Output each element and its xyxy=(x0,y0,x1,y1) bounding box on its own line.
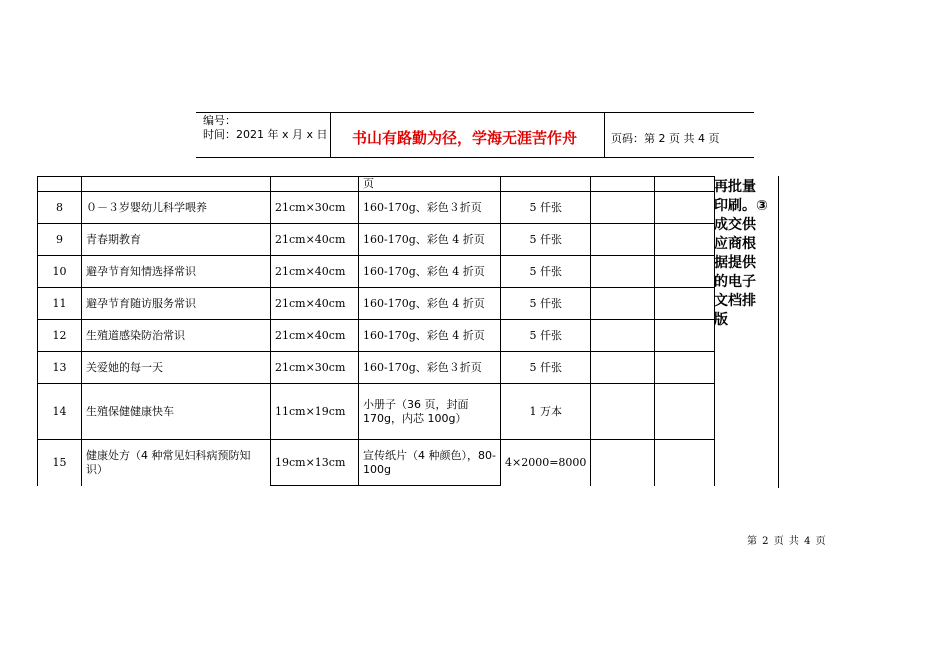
cell-empty xyxy=(591,192,655,224)
cell-empty xyxy=(655,288,715,320)
cell-empty xyxy=(591,177,655,192)
cell-no: 10 xyxy=(38,256,82,288)
cell-no: 12 xyxy=(38,320,82,352)
table-row xyxy=(38,440,715,486)
side-column-border xyxy=(778,176,779,488)
cell-name: 避孕节育知情选择常识 xyxy=(82,256,271,288)
cell-empty xyxy=(591,256,655,288)
cell-name: 健康处方（4 种常见妇科病预防知识） xyxy=(82,440,271,486)
time-label: 时间：2021 年 x 月 x 日 xyxy=(203,128,328,141)
table-row xyxy=(38,320,715,352)
cell-spec: 160-170g、彩色 4 折页 xyxy=(359,256,501,288)
side-note: 再批量印刷。③成交供应商根据提供的电子文档排版 xyxy=(714,179,768,328)
cell-empty xyxy=(655,440,715,486)
cell-spec: 页 xyxy=(359,177,501,192)
cell-empty xyxy=(591,352,655,384)
cell-size: 21cm×30cm xyxy=(271,352,359,384)
cell-no: 8 xyxy=(38,192,82,224)
cell-size: 21cm×40cm xyxy=(271,224,359,256)
cell-qty: 1 万本 xyxy=(501,384,591,440)
cell-name: 生殖保健健康快车 xyxy=(82,384,271,440)
cell-spec: 宣传纸片（4 种颜色），80-100g xyxy=(359,440,501,486)
cell-empty xyxy=(591,224,655,256)
table-row xyxy=(38,256,715,288)
cell-empty xyxy=(655,177,715,192)
number-label: 编号： xyxy=(203,114,236,127)
cell-empty xyxy=(655,352,715,384)
header-bottom-rule xyxy=(196,157,754,158)
header-divider-left xyxy=(330,113,331,157)
cell-size: 21cm×40cm xyxy=(271,320,359,352)
cell-qty: 5 仟张 xyxy=(501,256,591,288)
page-code: 页码：第 2 页 共 4 页 xyxy=(611,132,720,145)
cell-size xyxy=(271,177,359,192)
page-footer: 第 2 页 共 4 页 xyxy=(747,536,827,547)
cell-qty: 5 仟张 xyxy=(501,320,591,352)
cell-empty xyxy=(655,256,715,288)
cell-size: 21cm×40cm xyxy=(271,256,359,288)
cell-name: 生殖道感染防治常识 xyxy=(82,320,271,352)
header-top-rule xyxy=(196,112,754,113)
cell-no: 11 xyxy=(38,288,82,320)
cell-size: 11cm×19cm xyxy=(271,384,359,440)
cell-empty xyxy=(655,192,715,224)
cell-empty xyxy=(591,288,655,320)
cell-spec: 小册子（36 页，封面 170g，内芯 100g） xyxy=(359,384,501,440)
cell-empty xyxy=(655,320,715,352)
cell-empty xyxy=(591,320,655,352)
cell-no: 9 xyxy=(38,224,82,256)
cell-spec: 160-170g、彩色３折页 xyxy=(359,192,501,224)
cell-empty xyxy=(655,224,715,256)
cell-qty: 4×2000=8000 xyxy=(501,440,591,486)
cell-qty xyxy=(501,177,591,192)
cell-name: ０－３岁婴幼儿科学喂养 xyxy=(82,192,271,224)
cell-no xyxy=(38,177,82,192)
cell-qty: 5 仟张 xyxy=(501,288,591,320)
cell-name: 青春期教育 xyxy=(82,224,271,256)
cell-spec: 160-170g、彩色 4 折页 xyxy=(359,288,501,320)
cell-name xyxy=(82,177,271,192)
cell-qty: 5 仟张 xyxy=(501,224,591,256)
cell-empty xyxy=(591,384,655,440)
table-row xyxy=(38,192,715,224)
cell-no: 15 xyxy=(38,440,82,486)
cell-spec: 160-170g、彩色３折页 xyxy=(359,352,501,384)
table-row xyxy=(38,352,715,384)
header-divider-right xyxy=(604,113,605,157)
cell-size: 19cm×13cm xyxy=(271,440,359,486)
cell-size: 21cm×30cm xyxy=(271,192,359,224)
table-row xyxy=(38,384,715,440)
table-row xyxy=(38,224,715,256)
cell-name: 关爱她的每一天 xyxy=(82,352,271,384)
table-row xyxy=(38,288,715,320)
cell-no: 14 xyxy=(38,384,82,440)
cell-spec: 160-170g、彩色 4 折页 xyxy=(359,224,501,256)
cell-spec: 160-170g、彩色 4 折页 xyxy=(359,320,501,352)
table-row xyxy=(38,177,715,192)
cell-empty xyxy=(591,440,655,486)
procurement-table xyxy=(37,176,715,486)
cell-no: 13 xyxy=(38,352,82,384)
cell-empty xyxy=(655,384,715,440)
cell-name: 避孕节育随访服务常识 xyxy=(82,288,271,320)
motto-title: 书山有路勤为径，学海无涯苦作舟 xyxy=(352,129,578,147)
cell-size: 21cm×40cm xyxy=(271,288,359,320)
cell-qty: 5 仟张 xyxy=(501,352,591,384)
cell-qty: 5 仟张 xyxy=(501,192,591,224)
header-meta xyxy=(203,114,328,142)
